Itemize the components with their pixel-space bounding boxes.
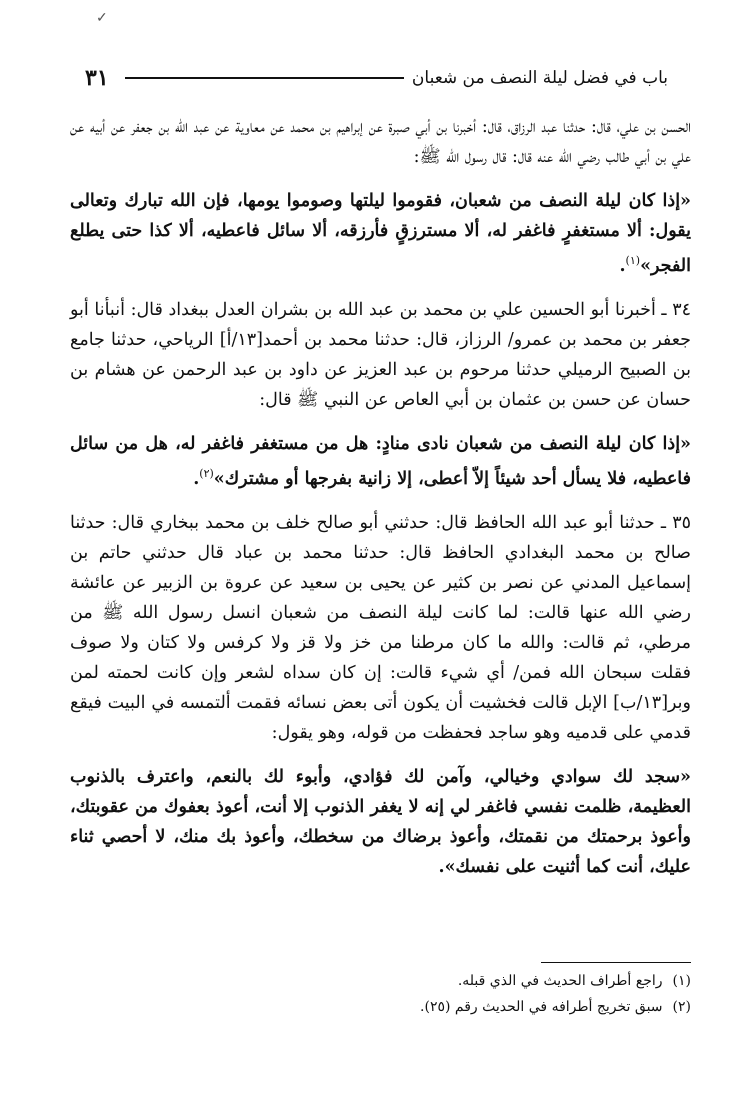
footnote bbox=[70, 968, 691, 994]
quote-text: «إذا كان ليلة النصف من شعبان نادى منادٍ: هل من مستغفر فاغفر له، هل من سائل فاعطيه، فلا يسأل أحد شيئاً إلاّ أعطى، إلا زانية بفرجها أو مشترك» bbox=[70, 433, 691, 489]
footnote-rule bbox=[541, 962, 691, 963]
footnote-ref[interactable]: (١) bbox=[625, 254, 641, 267]
footnote-number: (٢) bbox=[672, 999, 691, 1015]
quote-tail: . bbox=[619, 255, 626, 276]
header-rule bbox=[125, 77, 404, 79]
footnote-ref[interactable]: (٢) bbox=[199, 466, 214, 480]
hadith-quote bbox=[70, 186, 691, 281]
hadith-quote bbox=[70, 762, 691, 882]
page-body bbox=[70, 112, 691, 896]
footnotes bbox=[70, 968, 691, 1020]
footnote-text: راجع أطراف الحديث في الذي قبله. bbox=[457, 973, 663, 989]
page-number: ٣١ bbox=[85, 65, 109, 91]
footnote-text: سبق تخريج أطرافه في الحديث رقم (٢٥). bbox=[420, 999, 663, 1015]
paragraph-text: ٣٥ ـ حدثنا أبو عبد الله الحافظ قال: حدثني أبو صالح خلف بن محمد ببخاري قال: حدثنا صالح بن محمد البغدادي الحافظ قال: حدثنا محمد بن عباد قال حدثني حاتم بن إسماعيل المدني عن نصر بن كثير عن يحيى بن سعيد عن عروة بن الزبير عن عائشة رضي الله عنها قالت: لما كانت ليلة النصف من شعبان انسل رسول الله ﷺ من مرطي، ثم قالت: والله ما كان مرطنا من خز ولا قز ولا كرفس ولا كتان ولا صوف فقلت سبحان الله فمن/ أي شيء قالت: إن كان سداه لشعر وإن كانت لحمته لمن وبر[١٣/ب] الإبل قالت فخشيت أن يكون أتى بعض نسائه فقمت ألتمسه في البيت فيقع قدمي على قدميه وهو ساجد فحفظت من قوله، وهو يقول: bbox=[70, 512, 691, 743]
footnote bbox=[70, 994, 691, 1020]
footnote-number: (١) bbox=[672, 973, 691, 989]
header-title: باب في فضل ليلة النصف من شعبان bbox=[411, 68, 668, 88]
paragraph bbox=[70, 295, 691, 415]
running-header bbox=[85, 60, 668, 96]
paragraph-text: ٣٤ ـ أخبرنا أبو الحسين علي بن محمد بن عبد الله بن بشران العدل ببغداد قال: أنبأنا أبو جعفر بن محمد بن عمرو/ الرزاز، قال: حدثنا محمد بن أحمد[١٣/أ] الرياحي، حدثنا جامع بن الصبيح الرميلي حدثنا مرحوم بن عبد العزيز عن داود بن عبد الرحمن عن هشام بن حسان عن حسن بن عثمان بن أبي العاص عن النبي ﷺ قال: bbox=[70, 299, 692, 410]
paragraph-text: الحسن بن علي، قال: حدثنا عبد الرزاق، قال: أخبرنا بن أبي صبرة عن إبراهيم بن محمد عن معاوية عن عبد الله بن جعفر عن أبيه عن علي بن أبي طالب رضي الله عنه قال: قال رسول الله ﷺ: bbox=[70, 117, 691, 167]
quote-text: «سجد لك سوادي وخيالي، وآمن لك فؤادي، وأبوء لك بالنعم، واعترف بالذنوب العظيمة، ظلمت نفسي فاغفر لي إنه لا يغفر الذنوب إلا أنت، أعوذ بعفوك من عقوبتك، وأعوذ برحمتك من نقمتك، وأعوذ برضاك من سخطك، وأعوذ بك منك، لا أحصي ثناء عليك، أنت كما أثنيت على نفسك» bbox=[70, 766, 691, 877]
quote-tail: . bbox=[438, 856, 445, 877]
hadith-quote bbox=[70, 429, 691, 494]
scan-mark: ✓ bbox=[96, 10, 108, 26]
quote-text: «إذا كان ليلة النصف من شعبان، فقوموا ليلتها وصوموا يومها، فإن الله تبارك وتعالى يقول: ألا مستغفرٍ فاغفر له، ألا مسترزقٍ فأرزقه، ألا سائل فاعطيه، ألا كذا حتى يطلع الفجر» bbox=[70, 191, 691, 276]
quote-tail: . bbox=[193, 468, 200, 489]
paragraph bbox=[70, 508, 691, 748]
paragraph bbox=[70, 112, 691, 172]
